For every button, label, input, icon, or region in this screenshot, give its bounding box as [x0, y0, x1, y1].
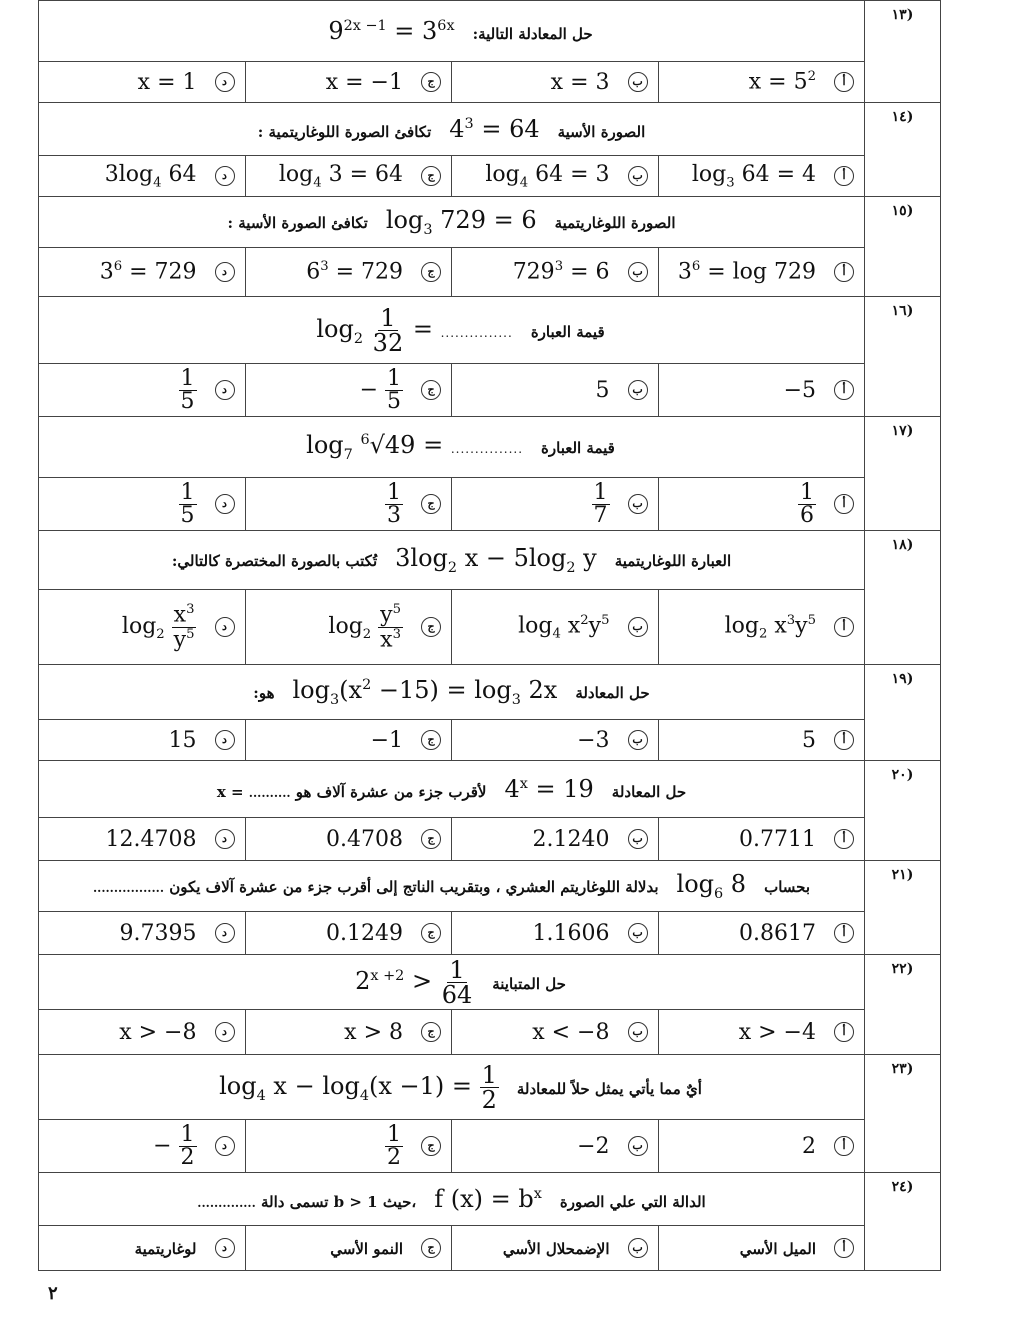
answer-option[interactable] [658, 62, 865, 103]
question-text [39, 1173, 865, 1226]
option-letter: ج [421, 166, 441, 186]
option-value: $\log_4 3 = 64$ [278, 161, 403, 191]
page-number: ٢ [48, 1283, 58, 1304]
option-letter: ب [628, 617, 648, 637]
question-suffix: تكافئ الصورة اللوغاريتمية : [257, 123, 432, 141]
options-row [39, 1120, 941, 1173]
option-letter: أ [834, 1136, 854, 1156]
answer-option[interactable] [245, 156, 452, 197]
question-math: f $(x) = b^x$ [434, 1185, 542, 1213]
question-row [39, 1, 941, 62]
option-letter: ب [628, 829, 648, 849]
option-value: $\log_2$ $\frac{x^3}{y^5}$ [121, 602, 195, 652]
answer-option[interactable] [39, 62, 246, 103]
option-value: 15 [168, 727, 197, 753]
option-value: $3^6 = \log 729$ [677, 259, 816, 285]
answer-option[interactable] [658, 912, 865, 955]
answer-option[interactable] [245, 62, 452, 103]
answer-option[interactable] [245, 478, 452, 531]
question-suffix: لأقرب جزء من عشرة آلاف هو .......... = x [216, 783, 487, 801]
question-row [39, 417, 941, 478]
options-row [39, 720, 941, 761]
answer-option[interactable] [39, 818, 246, 861]
answer-option[interactable] [658, 364, 865, 417]
answer-option[interactable] [39, 912, 246, 955]
option-letter: أ [834, 380, 854, 400]
option-letter: ج [421, 380, 441, 400]
question-prefix: قيمة العبارة [530, 322, 605, 341]
answer-option[interactable] [658, 1120, 865, 1173]
option-letter: أ [834, 829, 854, 849]
options-row [39, 478, 941, 531]
question-row [39, 861, 941, 912]
option-value: $\frac{1}{7}$ [593, 479, 608, 528]
answer-option[interactable] [658, 1010, 865, 1055]
answer-option[interactable] [245, 912, 452, 955]
option-value: الميل الأسي [739, 1239, 816, 1258]
question-prefix: بحساب [764, 878, 811, 897]
question-text [39, 103, 865, 156]
question-math: $9^{2x -1} = 3^{6x}$ [328, 17, 455, 45]
question-suffix: هو: [253, 684, 275, 703]
option-value: 5 [802, 727, 816, 753]
option-value: 0.8617 [739, 920, 816, 946]
question-text [39, 417, 865, 478]
option-value: 2.1240 [532, 826, 610, 852]
option-value: $\frac{1}{3}$ [387, 479, 401, 528]
question-prefix: الصورة اللوغاريتمية [554, 214, 676, 233]
option-letter: د [215, 1136, 235, 1156]
option-value: x > −8 [119, 1019, 197, 1045]
option-value: $3\log_4$ 64 [104, 161, 197, 191]
answer-option[interactable] [452, 912, 659, 955]
options-row [39, 912, 941, 955]
question-prefix: حل المتباينة [492, 974, 566, 993]
option-value: النمو الأسي [330, 1239, 403, 1258]
option-value: $\log_4 64 = 3$ [485, 161, 610, 191]
question-text [39, 861, 865, 912]
question-math: $\log_2$ $\frac{1}{32}$ = ............... [316, 303, 513, 357]
answer-option[interactable] [452, 1120, 659, 1173]
option-value: 1.1606 [532, 920, 610, 946]
option-value: $\log_4 x^2y^5$ [518, 612, 610, 642]
options-row [39, 1010, 941, 1055]
option-value: 0.1249 [326, 920, 403, 946]
option-letter: أ [834, 166, 854, 186]
option-value: x > −4 [738, 1019, 816, 1045]
option-letter: ج [421, 1238, 441, 1258]
option-value: 2 [802, 1133, 816, 1159]
option-letter: أ [834, 923, 854, 943]
answer-option[interactable] [658, 478, 865, 531]
answer-option[interactable] [658, 1226, 865, 1271]
question-math: $4^x = 19$ [504, 775, 594, 803]
question-row [39, 1173, 941, 1226]
question-number: ٢٠) [865, 761, 941, 861]
question-text [39, 761, 865, 818]
answer-option[interactable] [658, 156, 865, 197]
option-value: 0.7711 [739, 826, 816, 852]
option-letter: د [215, 72, 235, 92]
option-letter: ب [628, 1022, 648, 1042]
answer-option[interactable] [452, 248, 659, 297]
answer-option[interactable] [452, 62, 659, 103]
question-prefix: الدالة التي علي الصورة [559, 1193, 706, 1211]
option-value: −3 [577, 727, 610, 753]
option-value: لوغاريتمية [134, 1239, 197, 1258]
question-row [39, 297, 941, 364]
question-suffix: ،حيث b > 1 تسمى دالة .............. [197, 1193, 417, 1211]
question-math: $\log_6 8$ [676, 870, 747, 902]
answer-option[interactable] [452, 1010, 659, 1055]
answer-option[interactable] [245, 818, 452, 861]
answer-option[interactable] [39, 156, 246, 197]
options-row [39, 1226, 941, 1271]
option-value: $\frac{1}{2}$ [387, 1121, 401, 1170]
answer-option[interactable] [658, 248, 865, 297]
option-letter: أ [834, 1022, 854, 1042]
question-suffix: بدلالة اللوغاريتم العشري ، وبتقريب الناتج إلى أقرب جزء من عشرة آلاف يكون ................. [92, 878, 659, 897]
question-number: ١٦) [865, 297, 941, 417]
answer-option[interactable] [39, 1226, 246, 1271]
answer-option[interactable] [245, 590, 452, 665]
question-prefix: حل المعادلة [575, 684, 650, 703]
option-letter: د [215, 1022, 235, 1042]
question-math: $\log_4 x - \log_4(x -1)$ = $\frac{1}{2}$ [219, 1060, 497, 1114]
option-value: − $\frac{1}{2}$ [153, 1121, 195, 1170]
options-row [39, 818, 941, 861]
questions-table [38, 0, 941, 1271]
answer-option[interactable] [452, 818, 659, 861]
option-letter: د [215, 730, 235, 750]
question-text [39, 197, 865, 248]
option-letter: د [215, 923, 235, 943]
option-value: 9.7395 [119, 920, 197, 946]
option-value: −1 [370, 727, 403, 753]
option-letter: أ [834, 617, 854, 637]
answer-option[interactable] [452, 478, 659, 531]
question-text [39, 1055, 865, 1120]
options-row [39, 364, 941, 417]
option-value: $\frac{1}{5}$ [180, 365, 195, 414]
question-number: ٢٣) [865, 1055, 941, 1173]
option-letter: د [215, 380, 235, 400]
answer-option[interactable] [452, 156, 659, 197]
answer-option[interactable] [452, 720, 659, 761]
question-number: ٢٤) [865, 1173, 941, 1271]
answer-option[interactable] [39, 590, 246, 665]
option-letter: د [215, 494, 235, 514]
answer-option[interactable] [39, 248, 246, 297]
option-letter: أ [834, 730, 854, 750]
question-row [39, 531, 941, 590]
option-letter: د [215, 166, 235, 186]
option-letter: ب [628, 166, 648, 186]
answer-option[interactable] [39, 364, 246, 417]
question-row [39, 665, 941, 720]
option-letter: ج [421, 1022, 441, 1042]
question-math: $2^{x +2}$ > $\frac{1}{64}$ [355, 955, 473, 1009]
option-value: 5 [595, 377, 610, 403]
option-value: x > 8 [344, 1019, 403, 1045]
question-row [39, 1055, 941, 1120]
options-row [39, 156, 941, 197]
answer-option[interactable] [245, 248, 452, 297]
option-value: $x = 5^2$ [748, 69, 816, 95]
option-letter: ب [628, 923, 648, 943]
answer-option[interactable] [452, 590, 659, 665]
question-number: ٢٢) [865, 955, 941, 1055]
question-text [39, 531, 865, 590]
question-text [39, 665, 865, 720]
question-math: $3\log_2$ $x - 5\log_2$ y [395, 544, 597, 576]
question-prefix: حل المعادلة التالية: [472, 25, 593, 43]
question-number: ١٥) [865, 197, 941, 297]
option-value: −2 [577, 1133, 610, 1159]
option-letter: د [215, 1238, 235, 1258]
question-text [39, 1, 865, 62]
option-letter: ب [628, 72, 648, 92]
answer-option[interactable] [452, 1226, 659, 1271]
option-value: $\log_2$ $\frac{y^5}{x^3}$ [328, 602, 401, 652]
options-row [39, 62, 941, 103]
question-number: ١٤) [865, 103, 941, 197]
option-letter: د [215, 829, 235, 849]
option-value: $\log_2 x^3y^5$ [724, 612, 816, 642]
option-value: $\frac{1}{5}$ [180, 479, 195, 528]
answer-option[interactable] [245, 1010, 452, 1055]
option-letter: ج [421, 72, 441, 92]
option-value: $\log_3 64 = 4$ [691, 161, 816, 191]
options-row [39, 248, 941, 297]
answer-option[interactable] [245, 364, 452, 417]
question-number: ٢١) [865, 861, 941, 955]
question-text [39, 955, 865, 1010]
question-row [39, 197, 941, 248]
option-letter: ب [628, 494, 648, 514]
option-letter: ج [421, 1136, 441, 1156]
option-value: x = 3 [550, 69, 610, 95]
question-prefix: الصورة الأسية [557, 123, 646, 141]
option-value: $\frac{1}{6}$ [800, 479, 814, 528]
question-suffix: تكافئ الصورة الأسية : [227, 214, 368, 233]
answer-option[interactable] [245, 720, 452, 761]
question-number: ١٣) [865, 1, 941, 103]
answer-option[interactable] [452, 364, 659, 417]
option-value: 0.4708 [326, 826, 403, 852]
option-letter: ج [421, 617, 441, 637]
answer-option[interactable] [245, 1226, 452, 1271]
question-math: $\log_3 729 = 6$ [385, 206, 537, 238]
question-prefix: العبارة اللوغاريتمية [614, 552, 732, 571]
answer-option[interactable] [39, 720, 246, 761]
answer-option[interactable] [39, 478, 246, 531]
question-math: $4^3 = 64$ [449, 115, 540, 143]
question-number: ١٧) [865, 417, 941, 531]
option-letter: ج [421, 923, 441, 943]
option-letter: أ [834, 494, 854, 514]
option-value: $6^3 = 729$ [306, 259, 403, 285]
option-letter: أ [834, 1238, 854, 1258]
question-number: ١٨) [865, 531, 941, 665]
question-text [39, 297, 865, 364]
question-math: $\log_3(x^2 -15) = \log_3 2x$ [292, 676, 558, 708]
option-value: $729^3 = 6$ [512, 259, 610, 285]
option-letter: أ [834, 262, 854, 282]
option-letter: ب [628, 262, 648, 282]
answer-option[interactable] [39, 1010, 246, 1055]
option-value: x = 1 [137, 69, 197, 95]
option-value: − $\frac{1}{5}$ [359, 365, 401, 414]
option-value: x < −8 [532, 1019, 610, 1045]
question-math: $\log_7 ^6√49$ = ............... [306, 431, 524, 463]
question-row [39, 103, 941, 156]
question-prefix: حل المعادلة [611, 783, 687, 801]
option-letter: ب [628, 380, 648, 400]
question-prefix: قيمة العبارة [541, 439, 615, 458]
option-letter: ج [421, 494, 441, 514]
option-value: −5 [783, 377, 816, 403]
option-value: $3^6 = 729$ [99, 259, 197, 285]
answer-option[interactable] [658, 720, 865, 761]
option-letter: د [215, 617, 235, 637]
option-letter: ب [628, 730, 648, 750]
question-number: ١٩) [865, 665, 941, 761]
options-row [39, 590, 941, 665]
answer-option[interactable] [245, 1120, 452, 1173]
question-row [39, 761, 941, 818]
option-letter: ج [421, 262, 441, 282]
option-value: x = −1 [325, 69, 403, 95]
question-suffix: تُكتب بالصورة المختصرة كالتالي: [171, 552, 378, 571]
option-letter: ب [628, 1238, 648, 1258]
answer-option[interactable] [658, 818, 865, 861]
option-value: 12.4708 [105, 826, 197, 852]
option-letter: ج [421, 730, 441, 750]
option-letter: أ [834, 72, 854, 92]
answer-option[interactable] [658, 590, 865, 665]
option-letter: د [215, 262, 235, 282]
option-letter: ب [628, 1136, 648, 1156]
option-letter: ج [421, 829, 441, 849]
answer-option[interactable] [39, 1120, 246, 1173]
question-prefix: أيٌ مما يأتي يمثل حلاً للمعادلة [516, 1079, 702, 1098]
option-value: الإضمحلال الأسي [502, 1239, 610, 1258]
question-row [39, 955, 941, 1010]
